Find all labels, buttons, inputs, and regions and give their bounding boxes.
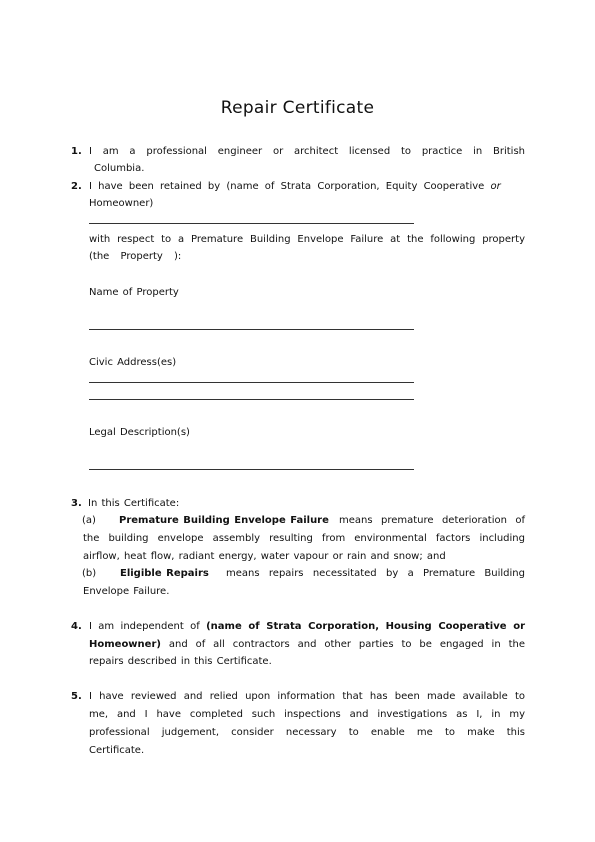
definition-b-line-1: means repairs necessitated by a Premature Building: [226, 568, 525, 579]
section-3-intro: In this Certificate:: [88, 498, 180, 509]
blank-line-civic-address-2: [89, 399, 414, 400]
section-4-line-1-text: I am independent of: [89, 621, 207, 632]
page-title: Repair Certificate: [220, 98, 375, 118]
section-4-homeowner-bold: Homeowner): [89, 639, 161, 650]
section-2-line-4: (the Property ):: [89, 251, 182, 262]
section-1-line-1: I am a professional engineer or architect licensed to practice in British: [89, 146, 525, 157]
section-3-number: 3.: [71, 498, 82, 509]
section-4-number: 4.: [71, 621, 82, 632]
definition-a-line-1: means premature deterioration of: [339, 515, 525, 526]
section-2-line-3: with respect to a Premature Building Envelope Failure at the following property: [89, 234, 525, 245]
section-2-or-italic: or: [490, 181, 501, 192]
definition-b-term: Eligible Repairs: [120, 568, 209, 579]
section-4-line-1: [89, 618, 525, 635]
definition-b-marker: (b): [82, 568, 97, 579]
definition-a-term: Premature Building Envelope Failure: [119, 515, 329, 526]
section-4-line-2: [89, 636, 525, 653]
section-2-line-2: Homeowner): [89, 198, 154, 209]
blank-line-civic-address-1: [89, 382, 414, 383]
section-5-number: 5.: [71, 691, 82, 702]
section-5-line-3: professional judgement, consider necessary to enable me to make this: [89, 727, 525, 738]
legal-description-label: Legal Description(s): [89, 427, 190, 438]
section-1-number: 1.: [71, 146, 82, 157]
section-4-party-name-bold: (name of Strata Corporation, Housing Cooperative or: [206, 621, 525, 632]
blank-line-retainer: [89, 223, 414, 224]
section-2-line-1: [89, 178, 525, 195]
section-5-line-1: I have reviewed and relied upon information that has been made available to: [89, 691, 525, 702]
civic-address-label: Civic Address(es): [89, 357, 177, 368]
section-4-line-2-text: and of all contractors and other parties to be engaged in the: [160, 639, 525, 650]
definition-a-line-2: the building envelope assembly resulting from environmental factors including: [83, 533, 525, 544]
section-5-line-2: me, and I have completed such inspections and investigations as I, in my: [89, 709, 525, 720]
section-5-line-4: Certificate.: [89, 745, 145, 756]
blank-line-property-name: [89, 329, 414, 330]
section-1-line-2: Columbia.: [94, 163, 145, 174]
definition-b-line-2: Envelope Failure.: [83, 586, 170, 597]
definition-a-line-3: airflow, heat flow, radiant energy, water vapour or rain and snow; and: [83, 551, 446, 562]
definition-a-marker: (a): [82, 515, 96, 526]
section-2-number: 2.: [71, 181, 82, 192]
section-2-line-1-text: I have been retained by (name of Strata Corporation, Equity Cooperative: [89, 181, 491, 192]
blank-line-legal-description: [89, 469, 414, 470]
section-4-line-3: repairs described in this Certificate.: [89, 656, 272, 667]
name-of-property-label: Name of Property: [89, 287, 179, 298]
